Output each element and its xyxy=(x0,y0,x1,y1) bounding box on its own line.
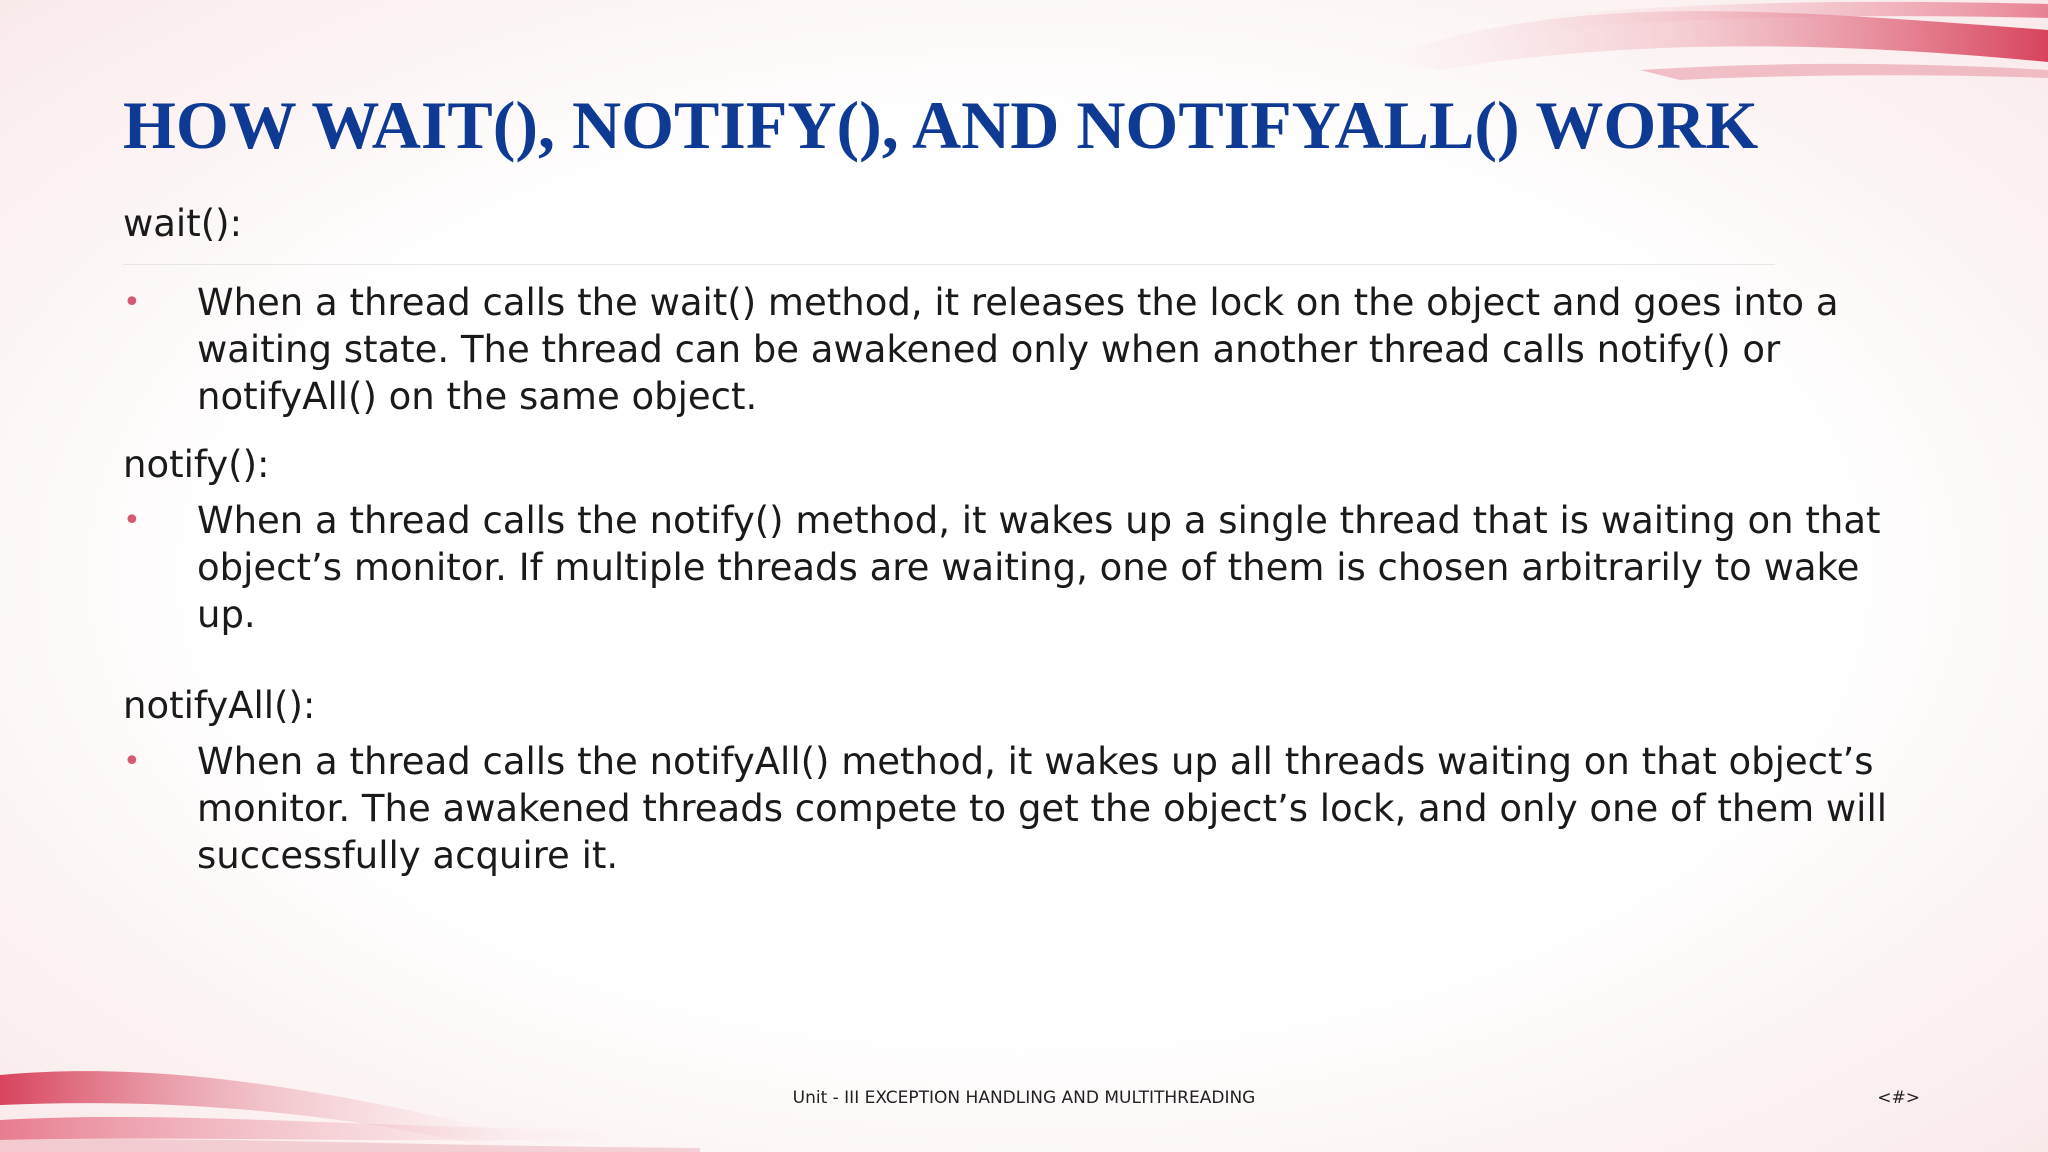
bullet-item-notify xyxy=(123,497,1917,638)
section-wait xyxy=(123,200,1917,420)
method-heading-wait: wait(): xyxy=(123,202,243,245)
method-heading-notifyall: notifyAll(): xyxy=(123,684,316,727)
bullet-text-notifyall: When a thread calls the notifyAll() method, it wakes up all threads waiting on that object’s monitor. The awakened threads compete to get the object’s lock, and only one of them will successfully acquire it. xyxy=(197,740,1888,877)
bullet-item-notifyall xyxy=(123,738,1917,879)
slide-title: HOW WAIT(), NOTIFY(), AND NOTIFYALL() WORK xyxy=(123,87,1759,163)
section-notifyall xyxy=(123,682,1917,879)
method-heading-notify: notify(): xyxy=(123,443,270,486)
bullet-text-wait: When a thread calls the wait() method, it releases the lock on the object and goes into a waiting state. The thread can be awakened only when another thread calls notify() or notifyAll() on the same object. xyxy=(197,281,1839,418)
slide-footer: Unit - III EXCEPTION HANDLING AND MULTITHREADING xyxy=(792,1088,1256,1108)
bullet-item-wait xyxy=(123,279,1917,420)
heading-divider xyxy=(123,264,1775,265)
bullet-icon: • xyxy=(123,744,141,779)
page-number: <#> xyxy=(1877,1088,1920,1108)
bullet-icon: • xyxy=(123,503,141,538)
section-notify xyxy=(123,441,1917,638)
bullet-icon: • xyxy=(123,285,141,320)
bullet-text-notify: When a thread calls the notify() method, it wakes up a single thread that is waiting on that object’s monitor. If multiple threads are waiting, one of them is chosen arbitrarily to wake up. xyxy=(197,499,1881,636)
